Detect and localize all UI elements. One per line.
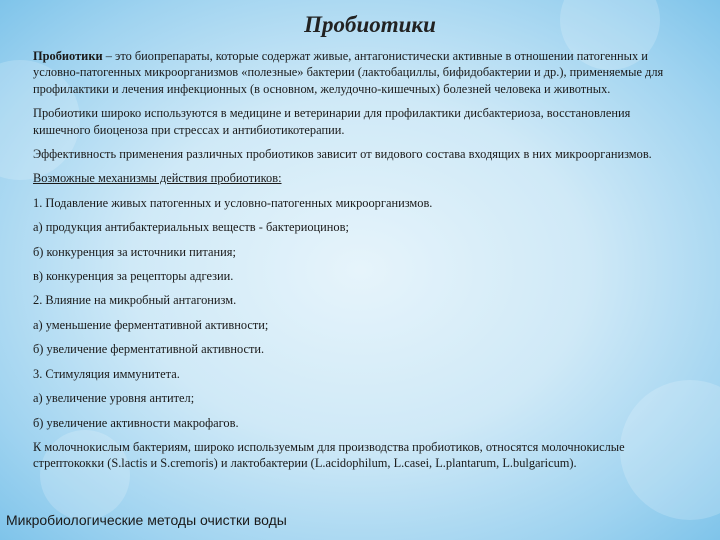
mechanism-item: а) увеличение уровня антител; [33,391,195,406]
mechanism-item: б) конкуренция за источники питания; [33,244,236,259]
closing-paragraph: К молочнокислым бактериям, широко используемым для производства пробиотиков, относятся молочнокислые стрептококки (S.lactis и S.cremoris) и лактобактерии (L.acidophilum, L.casei, L.plantarum, L.bulgaricum). [33,439,625,471]
intro-term: Пробиотики [33,49,103,63]
mechanism-item: а) уменьшение ферментативной активности; [33,317,269,332]
mechanisms-heading: Возможные механизмы действия пробиотиков: [33,171,282,186]
slide-content [33,48,673,480]
paragraph-usage: Пробиотики широко используются в медицине и ветеринарии для профилактики дисбактериоза, восстановления кишечного биоценоза при стрессах и антибиотикотерапии. [33,106,631,137]
slide-footer: Микробиологические методы очистки воды [6,512,287,528]
mechanism-item: б) увеличение активности макрофагов. [33,415,239,430]
slide-title: Пробиотики [304,12,436,37]
paragraph-effectiveness: Эффективность применения различных пробиотиков зависит от видового состава входящих в них микроорганизмов. [33,147,652,162]
intro-text: – это биопрепараты, которые содержат живые, антагонистически активные в отношении патогенных и условно-патогенных микроорганизмов «полезные» бактерии (лактобациллы, бифидобактерии и др.), применяемые для профилактики и лечения инфекционных (в основном, желудочно-кишечных) болезней человека и животных. [33,49,664,96]
mechanism-item: 2. Влияние на микробный антагонизм. [33,293,237,308]
mechanism-item: 3. Стимуляция иммунитета. [33,366,180,381]
mechanism-item: а) продукция антибактериальных веществ - бактериоцинов; [33,220,349,235]
intro-paragraph [33,48,673,97]
mechanism-item: в) конкуренция за рецепторы адгезии. [33,269,234,284]
mechanism-item: 1. Подавление живых патогенных и условно-патогенных микроорганизмов. [33,195,433,210]
mechanism-item: б) увеличение ферментативной активности. [33,342,265,357]
